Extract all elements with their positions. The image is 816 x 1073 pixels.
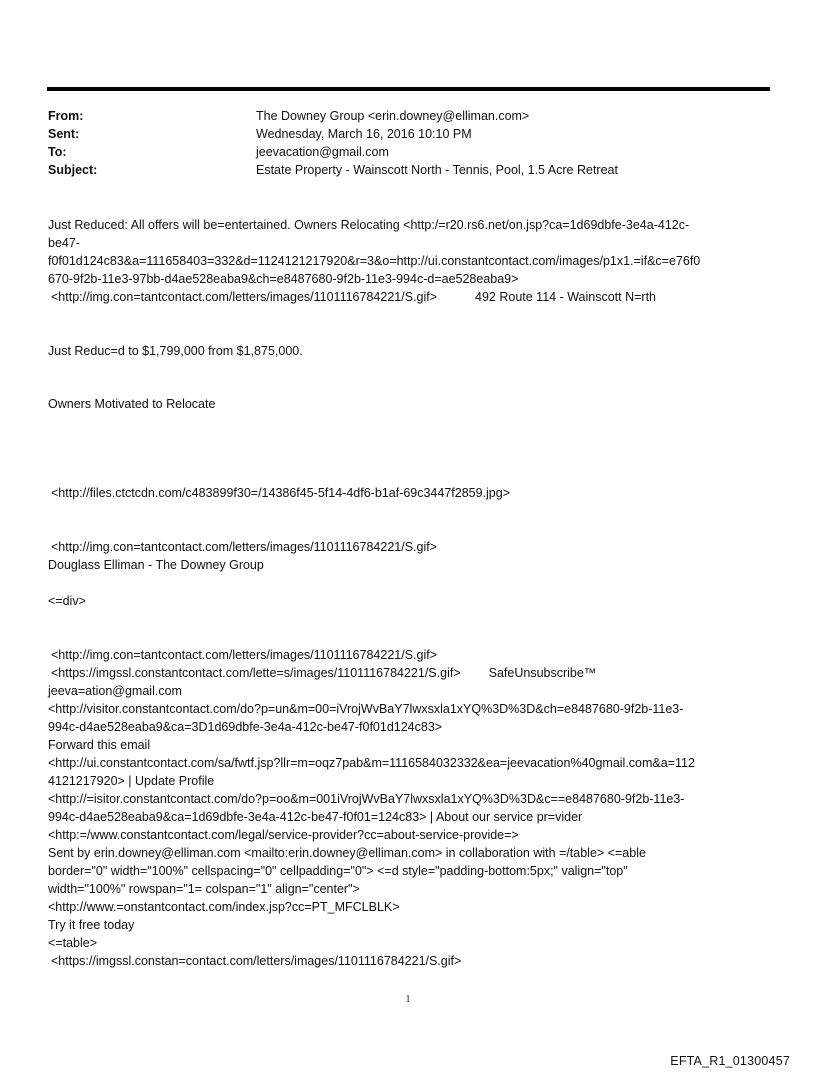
from-row <box>48 107 768 125</box>
body-line: 670-9f2b-11e3-97bb-d4ae528eaba9&ch=e8487680-9f2b-11e3-994c-d=ae528eaba9> <box>48 272 519 286</box>
to-label: To: <box>48 145 67 159</box>
body-line: 994c-d4ae528eaba9&ca=3D1d69dbfe-3e4a-412c-be47-f0f01d124c83> <box>48 720 443 734</box>
body-line: <=div> <box>48 594 86 608</box>
recipient-email: jeeva=ation@gmail.com <box>48 684 182 698</box>
body-line: <http://ui.constantcontact.com/sa/fwtf.jsp?llr=m=oqz7pab&m=1116584032332&ea=jeevacation%40gmail.com&a=112 <box>48 756 695 770</box>
sent-by-line: Sent by erin.downey@elliman.com <mailto:erin.downey@elliman.com> in collaboration with =/table> <=able <box>48 846 646 860</box>
to-row <box>48 143 768 161</box>
subject-row <box>48 161 768 179</box>
body-line: <http://visitor.constantcontact.com/do?p=un&m=00=iVrojWvBaY7lwxsxla1xYQ%3D%3D&ch=e8487680-9f2b-11e3- <box>48 702 684 716</box>
body-line: <=table> <box>48 936 98 950</box>
image-link: <http://img.con=tantcontact.com/letters/images/1101116784221/S.gif> <box>51 540 438 554</box>
body-line: Just Reduced: All offers will be=entertained. Owners Relocating <http:/=r20.rs6.net/on.jsp?ca=1d69dbfe-3e4a-412c- <box>48 218 690 232</box>
to-value: jeevacation@gmail.com <box>256 145 389 159</box>
agency-name: Douglass Elliman - The Downey Group <box>48 558 264 572</box>
image-link: <http://img.con=tantcontact.com/letters/images/1101116784221/S.gif> <box>51 290 438 304</box>
property-address: 492 Route 114 - Wainscott N=rth <box>475 290 657 304</box>
from-label: From: <box>48 109 84 123</box>
body-line <box>48 288 773 306</box>
body-line: <http://=isitor.constantcontact.com/do?p=oo&m=001iVrojWvBaY7lwxsxla1xYQ%3D%3D&c==e8487680-9f2b-11e3- <box>48 792 685 806</box>
try-free: Try it free today <box>48 918 135 932</box>
price-reduction: Just Reduc=d to $1,799,000 from $1,875,000. <box>48 344 303 358</box>
sent-label: Sent: <box>48 127 80 141</box>
body-line: f0f01d124c83&a=111658403=332&d=1124121217920&r=3&o=http://ui.constantcontact.com/images/p1x1.=if&c=e76f0 <box>48 254 701 268</box>
forward-email: Forward this email <box>48 738 151 752</box>
image-link: <https://imgssl.constan=contact.com/letters/images/1101116784221/S.gif> <box>51 954 462 968</box>
sent-value: Wednesday, March 16, 2016 10:10 PM <box>256 127 472 141</box>
body-line: 994c-d4ae528eaba9&ca=1d69dbfe-3e4a-412c-be47-f0f01=124c83> | About our service pr=vider <box>48 810 583 824</box>
update-profile: 4121217920> | Update Profile <box>48 774 215 788</box>
image-link: <https://imgssl.constantcontact.com/lette=s/images/1101116784221/S.gif> <box>51 666 461 680</box>
sent-row <box>48 125 768 143</box>
from-value: The Downey Group <erin.downey@elliman.com> <box>256 109 530 123</box>
body-line: <http://www.=onstantcontact.com/index.jsp?cc=PT_MFCLBLK> <box>48 900 400 914</box>
page-number: 1 <box>405 994 411 1005</box>
photo-link: <http://files.ctctcdn.com/c483899f30=/14386f45-5f14-4df6-b1af-69c3447f2859.jpg> <box>51 486 511 500</box>
body-line <box>48 664 773 682</box>
bates-number: EFTA_R1_01300457 <box>670 1054 790 1068</box>
header-rule <box>47 87 770 91</box>
motivation-line: Owners Motivated to Relocate <box>48 397 216 411</box>
subject-value: Estate Property - Wainscott North - Tennis, Pool, 1.5 Acre Retreat <box>256 163 618 177</box>
body-line: width="100%" rowspan="1= colspan="1" align="center"> <box>48 882 360 896</box>
body-line: be47- <box>48 236 80 250</box>
body-line: <http:=/www.constantcontact.com/legal/service-provider?cc=about-service-provide=> <box>48 828 519 842</box>
safe-unsubscribe: SafeUnsubscribe™ <box>488 666 597 680</box>
subject-label: Subject: <box>48 163 98 177</box>
email-header <box>48 107 768 179</box>
image-link: <http://img.con=tantcontact.com/letters/images/1101116784221/S.gif> <box>51 648 438 662</box>
body-line: border="0" width="100%" cellspacing="0" cellpadding="0"> <=d style="padding-bottom:5px;" valign="top" <box>48 864 628 878</box>
